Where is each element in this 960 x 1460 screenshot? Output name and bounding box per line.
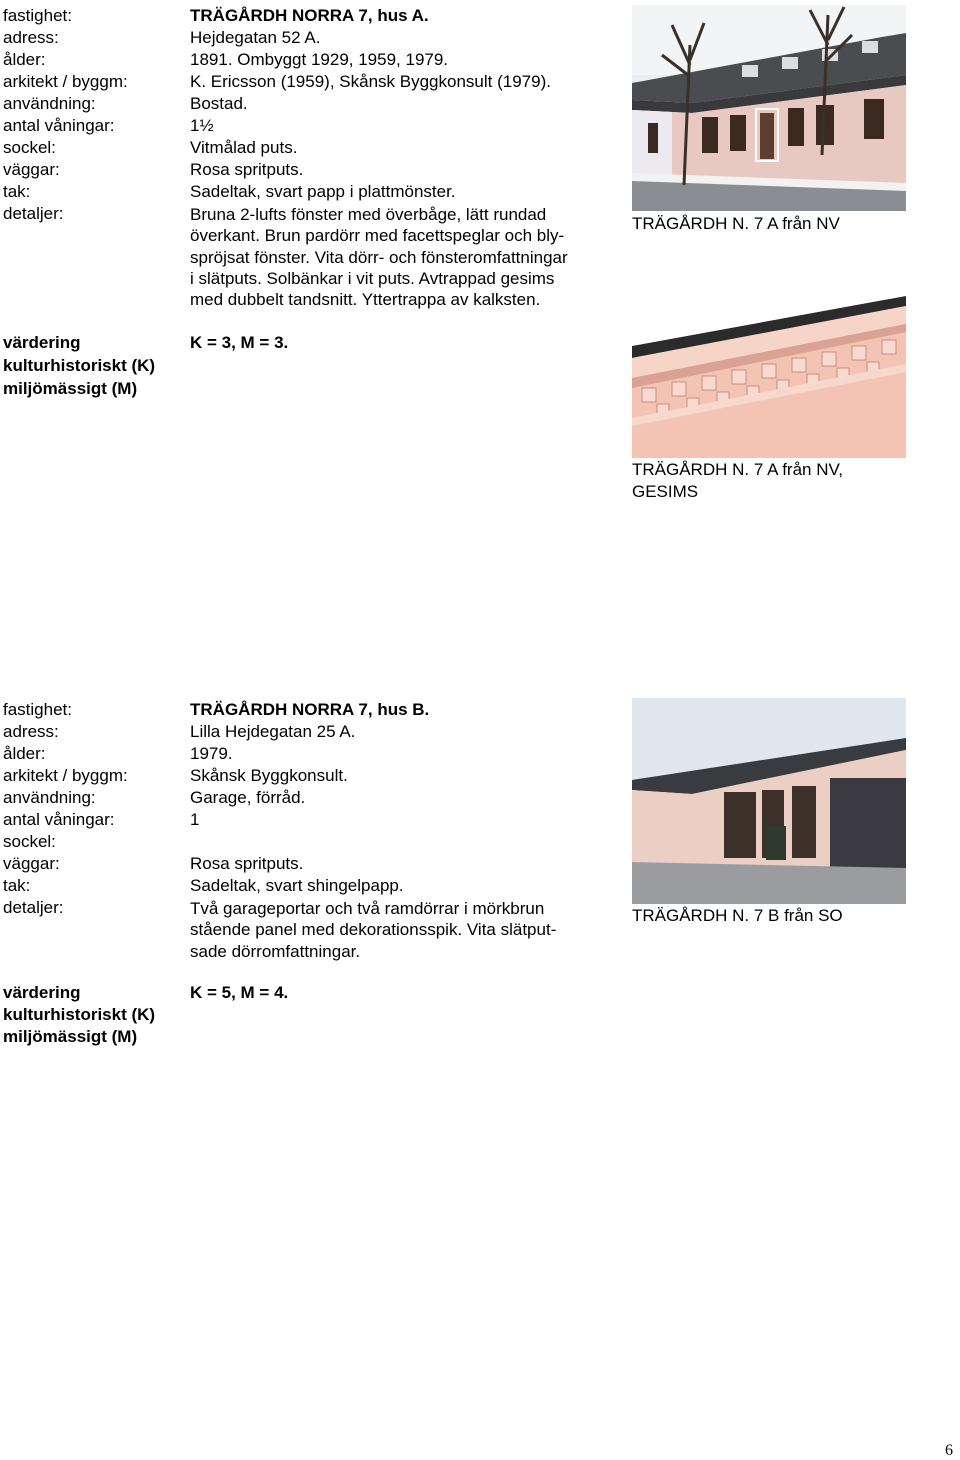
value-detaljer [190,204,568,310]
label-tak: tak: [3,876,31,895]
value-tak: Sadeltak, svart papp i plattmönster. [190,182,456,201]
label-detaljer: detaljer: [3,204,64,223]
value-anvandning: Garage, förråd. [190,788,306,807]
value-vaggar: Rosa spritputs. [190,854,304,873]
label-vaggar: väggar: [3,854,60,873]
label-sockel: sockel: [3,832,56,851]
value-vaningar: 1 [190,810,200,829]
detaljer-line: Bruna 2-lufts fönster med överbåge, lätt rundad [190,205,547,224]
label-vaningar: antal våningar: [3,116,115,135]
detaljer-line: sade dörromfattningar. [190,941,361,961]
value-anvandning: Bostad. [190,94,248,113]
value-sockel: Vitmålad puts. [190,138,298,157]
label-vardering: värdering [3,333,81,352]
house-facade-image [632,5,906,211]
detaljer-line: med dubbelt tandsnitt. Yttertrappa av kalksten. [190,290,541,310]
photo2-caption-line1: TRÄGÅRDH N. 7 A från NV, [632,460,843,479]
value-vardering: K = 3, M = 3. [190,333,289,352]
label-tak: tak: [3,182,31,201]
value-alder: 1891. Ombyggt 1929, 1959, 1979. [190,50,449,69]
photo-house-facade [632,5,906,211]
gesims-detail-image [632,296,906,458]
label-adress: adress: [3,28,59,47]
value-detaljer [190,898,556,962]
label-adress: adress: [3,722,59,741]
label-fastighet: fastighet: [3,700,72,719]
photo-garage [632,698,906,904]
detaljer-line: överkant. Brun pardörr med facettspeglar och bly- [190,226,565,246]
label-arkitekt: arkitekt / byggm: [3,72,128,91]
detaljer-line: spröjsat fönster. Vita dörr- och fönsteromfattningar [190,247,568,267]
label-miljomassigt: miljömässigt (M) [3,1027,138,1046]
label-arkitekt: arkitekt / byggm: [3,766,128,785]
value-tak: Sadeltak, svart shingelpapp. [190,876,404,895]
label-detaljer: detaljer: [3,898,64,917]
label-vaningar: antal våningar: [3,810,115,829]
value-adress: Hejdegatan 52 A. [190,28,321,47]
value-adress: Lilla Hejdegatan 25 A. [190,722,356,741]
value-alder: 1979. [190,744,233,763]
value-arkitekt: Skånsk Byggkonsult. [190,766,348,785]
label-vardering: värdering [3,983,81,1002]
photo2-caption-line2: GESIMS [632,482,699,501]
garage-image [632,698,906,904]
value-fastighet: TRÄGÅRDH NORRA 7, hus B. [190,700,430,719]
photo-gesims-detail [632,296,906,458]
label-alder: ålder: [3,50,46,69]
photo1-caption: TRÄGÅRDH N. 7 A från NV [632,214,840,233]
value-vardering: K = 5, M = 4. [190,983,289,1002]
detaljer-line: stående panel med dekorationsspik. Vita slätput- [190,920,557,940]
label-fastighet: fastighet: [3,6,72,25]
label-kulturhistoriskt: kulturhistoriskt (K) [3,356,156,375]
label-anvandning: användning: [3,94,96,113]
label-kulturhistoriskt: kulturhistoriskt (K) [3,1005,156,1024]
value-vaggar: Rosa spritputs. [190,160,304,179]
label-sockel: sockel: [3,138,56,157]
value-vaningar: 1½ [190,116,214,135]
photo3-caption: TRÄGÅRDH N. 7 B från SO [632,906,843,925]
value-arkitekt: K. Ericsson (1959), Skånsk Byggkonsult (1979). [190,72,551,91]
detaljer-line: Två garageportar och två ramdörrar i mörkbrun [190,899,545,918]
label-alder: ålder: [3,744,46,763]
label-miljomassigt: miljömässigt (M) [3,379,138,398]
detaljer-line: i slätputs. Solbänkar i vit puts. Avtrappad gesims [190,268,555,288]
value-fastighet: TRÄGÅRDH NORRA 7, hus A. [190,6,429,25]
page-number: 6 [945,1442,953,1459]
label-anvandning: användning: [3,788,96,807]
label-vaggar: väggar: [3,160,60,179]
